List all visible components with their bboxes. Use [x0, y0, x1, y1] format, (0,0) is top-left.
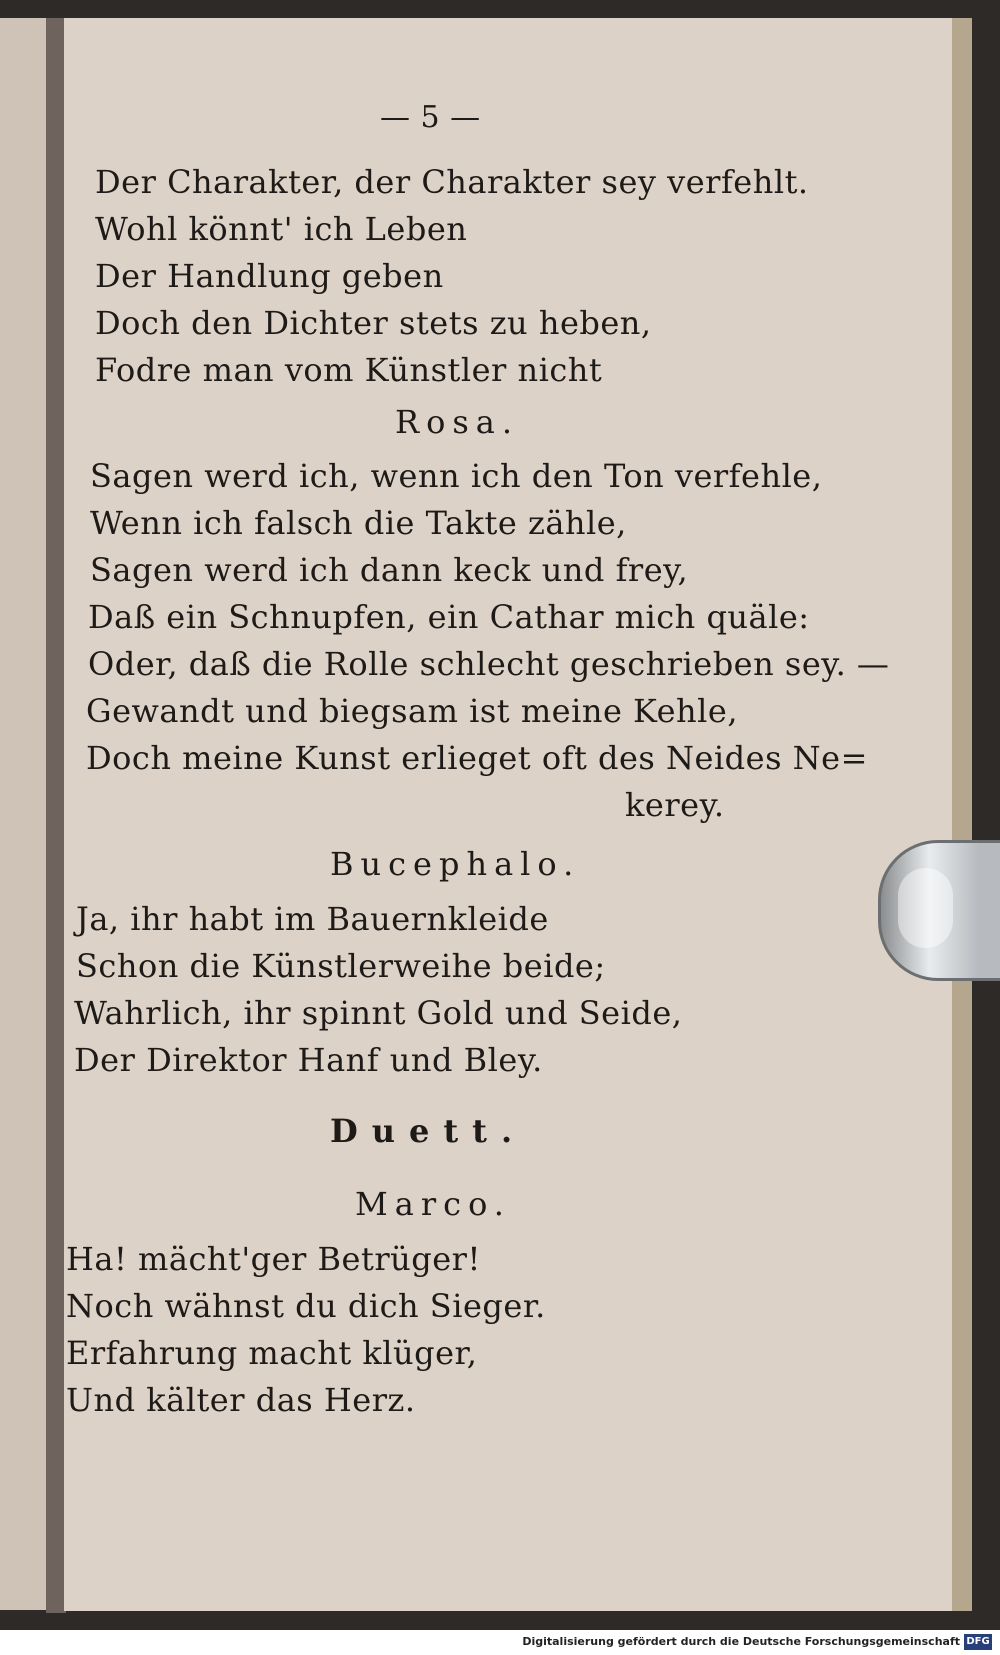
text-line: Wahrlich, ihr spinnt Gold und Seide, [74, 994, 683, 1032]
text-line: Ja, ihr habt im Bauernkleide [76, 900, 549, 938]
page-number: — 5 — [380, 100, 481, 135]
text-line: Wohl könnt' ich Leben [95, 210, 468, 248]
text-line: Doch den Dichter stets zu heben, [95, 304, 652, 342]
text-line: Noch wähnst du dich Sieger. [66, 1287, 546, 1325]
text-line: Daß ein Schnupfen, ein Cathar mich quäle: [88, 598, 810, 636]
speaker-name: Marco. [355, 1185, 511, 1223]
section-heading: Duett. [330, 1112, 527, 1150]
text-line: Und kälter das Herz. [66, 1381, 416, 1419]
text-line: Oder, daß die Rolle schlecht geschrieben sey. — [88, 645, 890, 683]
funding-credit: Digitalisierung gefördert durch die Deutsche Forschungsgemeinschaft [522, 1635, 960, 1648]
text-line: Der Direktor Hanf und Bley. [74, 1041, 543, 1079]
text-line: Wenn ich falsch die Takte zähle, [90, 504, 627, 542]
text-line: Der Charakter, der Charakter sey verfehlt. [95, 163, 809, 201]
text-line: Sagen werd ich, wenn ich den Ton verfehle, [90, 457, 823, 495]
text-line: Fodre man vom Künstler nicht [95, 351, 603, 389]
speaker-name: Rosa. [395, 403, 520, 441]
text-line: Schon die Künstlerweihe beide; [76, 947, 606, 985]
text-line: Ha! mächt'ger Betrüger! [66, 1240, 481, 1278]
text-line: Sagen werd ich dann keck und frey, [90, 551, 689, 589]
speaker-name: Bucephalo. [330, 845, 581, 883]
dfg-logo: DFG [964, 1634, 992, 1650]
text-line: Der Handlung geben [95, 257, 444, 295]
text-line: Doch meine Kunst erlieget oft des Neides Ne= [86, 739, 868, 777]
text-line: kerey. [625, 786, 725, 824]
text-line: Erfahrung macht klüger, [66, 1334, 478, 1372]
footer [0, 1630, 1000, 1655]
text-line: Gewandt und biegsam ist meine Kehle, [86, 692, 738, 730]
